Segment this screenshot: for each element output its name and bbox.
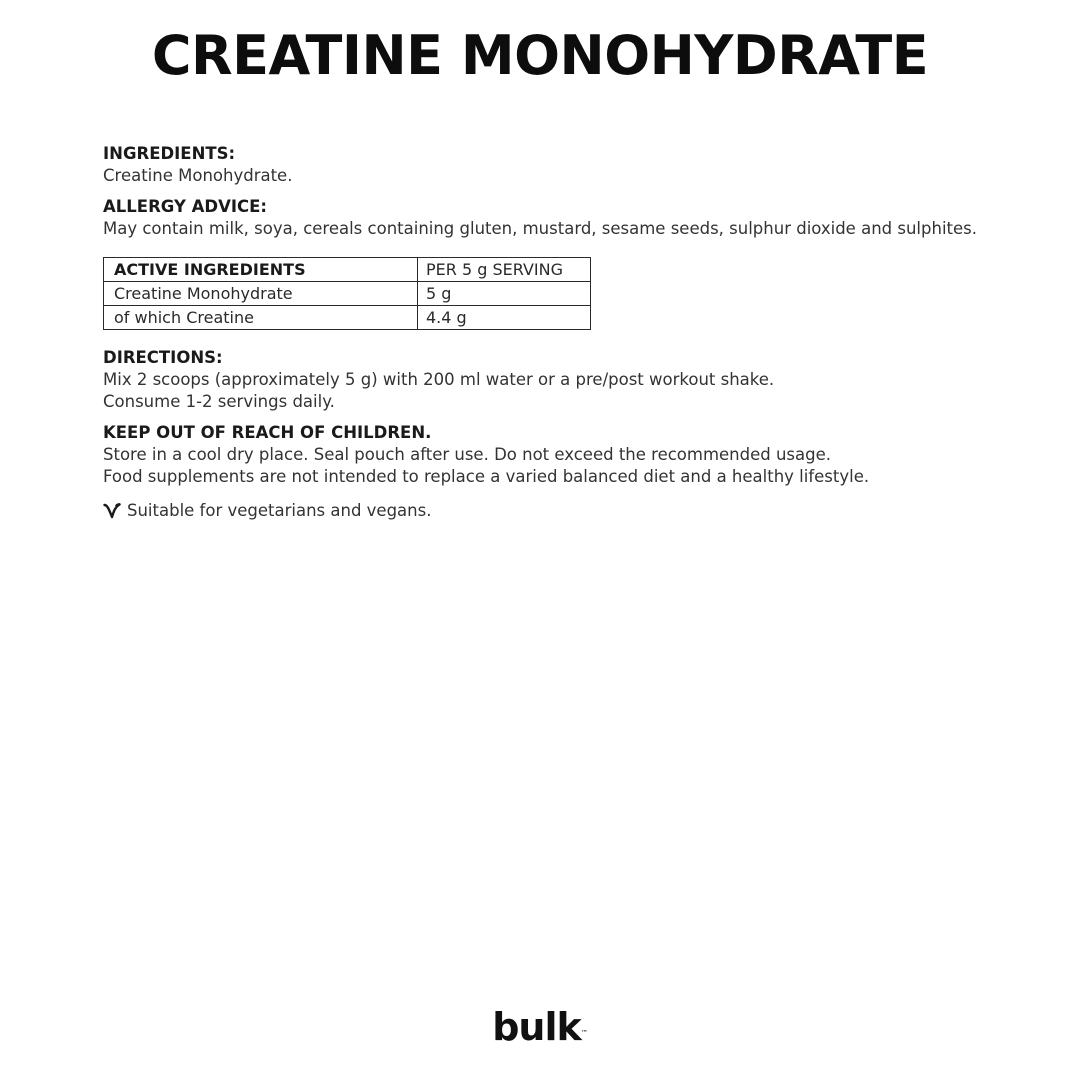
directions-section <box>103 347 1003 413</box>
table-cell: of which Creatine <box>104 306 418 330</box>
allergy-heading: ALLERGY ADVICE: <box>103 197 268 216</box>
directions-heading: DIRECTIONS: <box>103 348 223 367</box>
table-header-row <box>104 258 591 282</box>
allergy-section <box>103 196 1003 240</box>
active-ingredients-table <box>103 257 591 330</box>
warning-line: Food supplements are not intended to replace a varied balanced diet and a healthy lifestyle. <box>103 467 870 486</box>
vegan-text: Suitable for vegetarians and vegans. <box>127 501 432 520</box>
table-cell: Creatine Monohydrate <box>104 282 418 306</box>
allergy-text: May contain milk, soya, cereals containing gluten, mustard, sesame seeds, sulphur dioxide and sulphites. <box>103 219 977 238</box>
bulk-logo <box>0 1004 1080 1050</box>
warning-section <box>103 422 1003 488</box>
table-cell: 5 g <box>418 282 591 306</box>
table-header-cell: PER 5 g SERVING <box>418 258 591 282</box>
vegan-v-icon <box>103 502 121 520</box>
table-header-cell: ACTIVE INGREDIENTS <box>104 258 418 282</box>
ingredients-section <box>103 143 1003 187</box>
table-row <box>104 306 591 330</box>
warning-heading: KEEP OUT OF REACH OF CHILDREN. <box>103 423 432 442</box>
ingredients-text: Creatine Monohydrate. <box>103 166 293 185</box>
warning-line: Store in a cool dry place. Seal pouch after use. Do not exceed the recommended usage. <box>103 445 832 464</box>
table-row <box>104 282 591 306</box>
directions-line: Mix 2 scoops (approximately 5 g) with 200 ml water or a pre/post workout shake. <box>103 370 775 389</box>
trademark-mark: ™ <box>580 1029 588 1037</box>
page-title: CREATINE MONOHYDRATE <box>151 24 929 87</box>
ingredients-heading: INGREDIENTS: <box>103 144 236 163</box>
logo-text: bulk <box>492 1005 581 1049</box>
vegan-statement <box>103 500 1003 522</box>
directions-line: Consume 1-2 servings daily. <box>103 392 335 411</box>
table-cell: 4.4 g <box>418 306 591 330</box>
product-info <box>103 143 1003 522</box>
